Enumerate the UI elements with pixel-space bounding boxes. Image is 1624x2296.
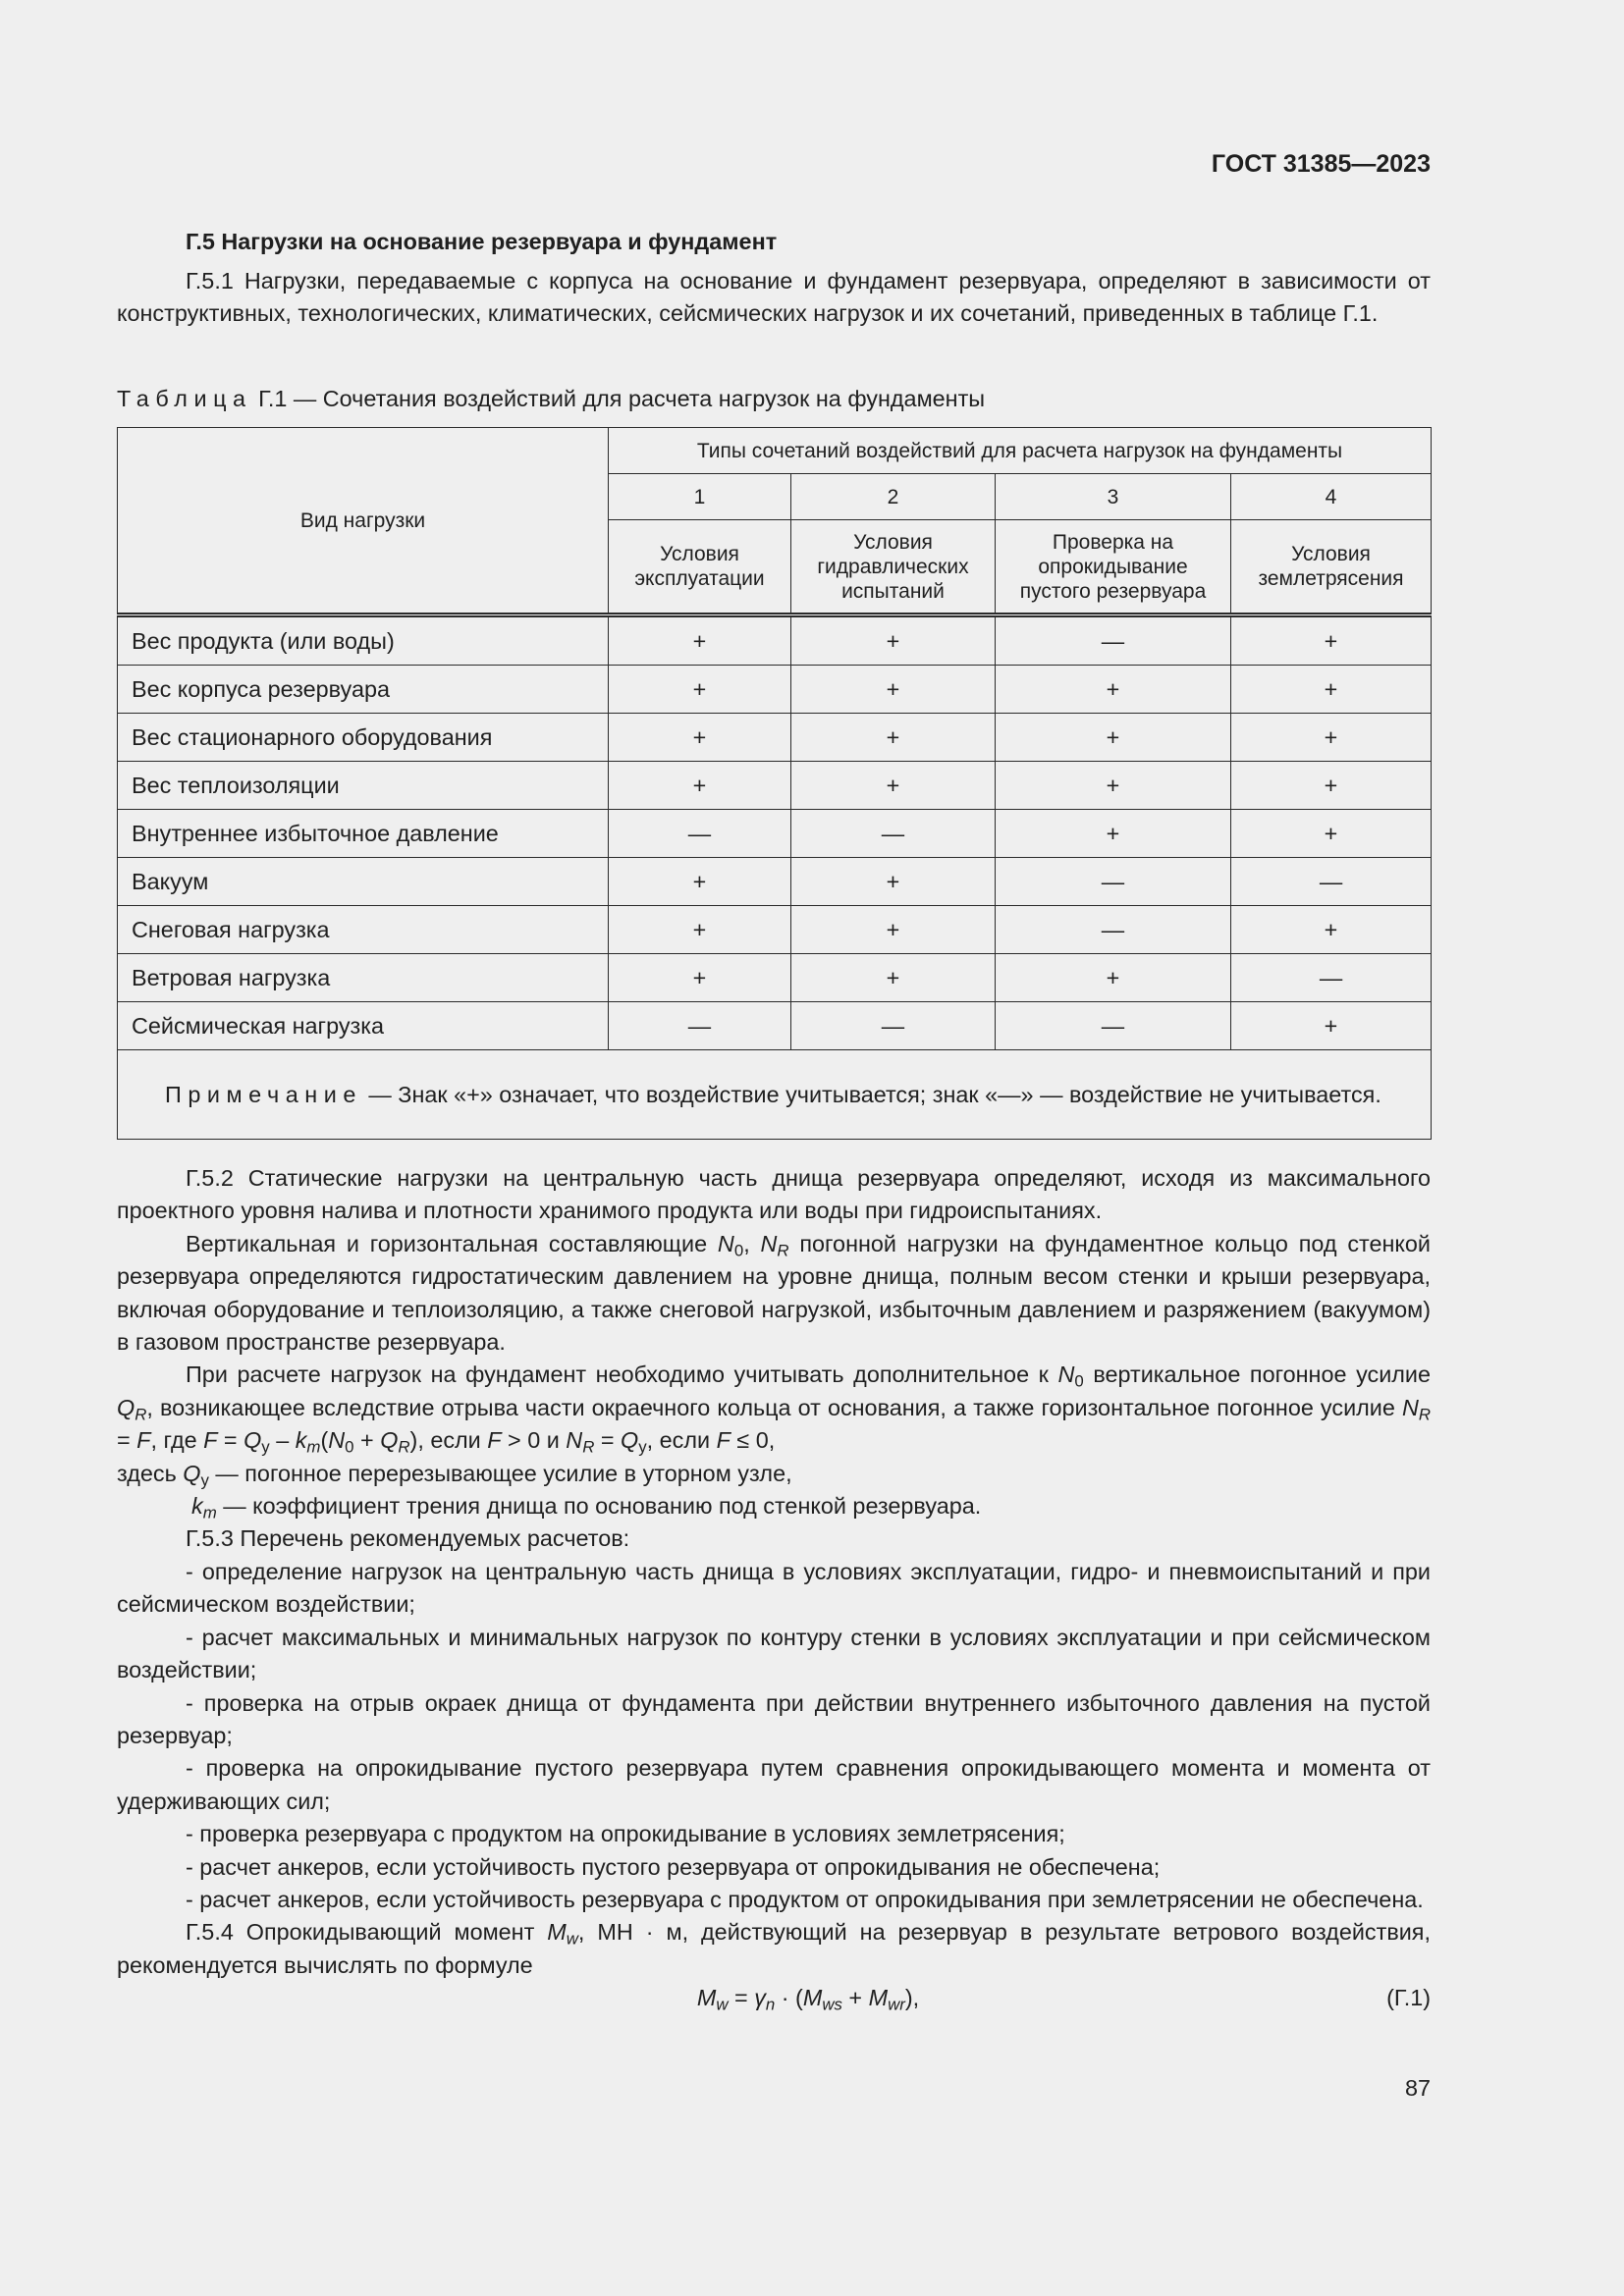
- mark-cell: +: [791, 858, 996, 906]
- text-run: =: [217, 1427, 244, 1454]
- header-type-name: Условия гидравлических испытаний: [791, 520, 996, 615]
- text-run: — коэффициент трения днища по основанию под стенкой резервуара.: [216, 1493, 982, 1520]
- text-run: погонной нагрузки на фундаментное кольцо под стенкой резервуара определяются гидростатическим давлением на уровне днища, полным весом стенки и крыши резервуара, включая оборудование и теплоизоляцию, а также снеговой нагрузкой, избыточным давлением и разряжением (вакуумом) в газовом пространстве резервуара.: [117, 1230, 1431, 1356]
- text-run: Таблица: [117, 386, 252, 411]
- text-run: Q: [380, 1427, 399, 1454]
- mark-cell: +: [996, 762, 1231, 810]
- header-type-name: Условия эксплуатации: [609, 520, 791, 615]
- text-run: При расчете нагрузок на фундамент необходимо учитывать дополнительное к: [186, 1362, 1058, 1388]
- text-run: =: [594, 1427, 622, 1454]
- table-row: [118, 1002, 1432, 1050]
- text-run: Q: [621, 1427, 639, 1454]
- header-type-number: 1: [609, 474, 791, 520]
- text-run: , если: [646, 1427, 717, 1454]
- table-note-row: [118, 1050, 1432, 1140]
- mark-cell: —: [609, 1002, 791, 1050]
- text-run: (: [320, 1427, 329, 1454]
- table-note: [118, 1050, 1432, 1140]
- row-label: Внутреннее избыточное давление: [118, 810, 609, 858]
- list-item: - расчет максимальных и минимальных нагрузок по контуру стенки в условиях эксплуатации и при сейсмическом воздействии;: [117, 1624, 1431, 1683]
- mark-cell: +: [996, 666, 1231, 714]
- text-run: ),: [904, 1985, 920, 2011]
- table-header-row: [118, 428, 1432, 474]
- list-item: - определение нагрузок на центральную часть днища в условиях эксплуатации, гидро- и пневмоиспытаний и при сейсмическом воздействии;: [117, 1558, 1431, 1618]
- text-run: y: [638, 1437, 647, 1457]
- table-row: [118, 906, 1432, 954]
- mark-cell: +: [791, 762, 996, 810]
- mark-cell: +: [996, 810, 1231, 858]
- text-run: M: [547, 1919, 567, 1946]
- text-run: ), если: [409, 1427, 488, 1454]
- mark-cell: +: [609, 906, 791, 954]
- list-item: - расчет анкеров, если устойчивость резервуара с продуктом от опрокидывания при землетрясении не обеспечена.: [186, 1886, 1424, 1912]
- section-title: [117, 226, 1431, 258]
- row-label: Вес продукта (или воды): [118, 615, 609, 666]
- mark-cell: —: [996, 1002, 1231, 1050]
- mark-cell: +: [609, 666, 791, 714]
- paragraph-g51-block: [117, 265, 1431, 331]
- mark-cell: —: [1231, 858, 1432, 906]
- text-run: здесь: [117, 1460, 184, 1486]
- text-run: Г.5.1 Нагрузки, передаваемые с корпуса на основание и фундамент резервуара, определяют в зависимости от конструктивных, технологических, климатических, сейсмических нагрузок и их сочетаний, приведенных в таблице Г.1.: [117, 268, 1431, 327]
- text-run: ,: [743, 1230, 761, 1256]
- list-item: - проверка на опрокидывание пустого резервуара путем сравнения опрокидывающего момента и момента от удерживающих сил;: [117, 1755, 1431, 1814]
- paragraph-vertical-loads: [117, 1228, 1431, 1360]
- section-title-text: Г.5 Нагрузки на основание резервуара и фундамент: [186, 229, 778, 254]
- text-run: m: [306, 1437, 321, 1457]
- mark-cell: +: [609, 762, 791, 810]
- text-run: ≤ 0,: [730, 1427, 776, 1454]
- mark-cell: +: [996, 954, 1231, 1002]
- header-load-type: Вид нагрузки: [118, 428, 609, 615]
- text-run: M: [696, 1985, 717, 2011]
- text-run: =: [728, 1985, 755, 2011]
- text-run: > 0 и: [501, 1427, 567, 1454]
- text-run: N: [1401, 1394, 1419, 1420]
- mark-cell: +: [791, 666, 996, 714]
- paragraph-calculation: [117, 1359, 1431, 1457]
- recommended-calculations-list: [117, 1556, 1431, 1916]
- row-label: Вес стационарного оборудования: [118, 714, 609, 762]
- text-run: , где: [150, 1427, 204, 1454]
- standard-header: ГОСТ 31385—2023: [1211, 150, 1431, 178]
- header-type-name: Проверка на опрокидывание пустого резервуара: [996, 520, 1231, 615]
- formula-number: (Г.1): [1386, 1985, 1431, 2011]
- paragraph-g52: [117, 1162, 1431, 1228]
- text-run: Примечание: [165, 1081, 362, 1107]
- text-run: N: [328, 1427, 346, 1454]
- text-run: 0: [1074, 1372, 1084, 1392]
- table-row: [118, 810, 1432, 858]
- header-type-number: 3: [996, 474, 1231, 520]
- paragraph-definition-km: [117, 1490, 1431, 1522]
- mark-cell: —: [996, 615, 1231, 666]
- text-run: y: [200, 1470, 209, 1490]
- text-run: R: [777, 1241, 789, 1260]
- text-run: — Знак «+» означает, что воздействие учитывается; знак «—» — воздействие не учитывается.: [361, 1081, 1381, 1107]
- mark-cell: —: [609, 810, 791, 858]
- row-label: Ветровая нагрузка: [118, 954, 609, 1002]
- mark-cell: +: [1231, 810, 1432, 858]
- paragraph-g51: [117, 265, 1431, 331]
- text-run: Г.5.2 Статические нагрузки на центральную часть днища резервуара определяют, исходя из максимального проектного уровня налива и плотности хранимого продукта или воды при гидроиспытаниях.: [117, 1165, 1431, 1224]
- list-item: - проверка на отрыв окраек днища от фундамента при действии внутреннего избыточного давления на пустой резервуар;: [117, 1689, 1431, 1748]
- list-item: - проверка резервуара с продуктом на опрокидывание в условиях землетрясения;: [186, 1821, 1065, 1847]
- mark-cell: +: [1231, 714, 1432, 762]
- text-run: N: [1057, 1362, 1075, 1388]
- mark-cell: +: [1231, 615, 1432, 666]
- header-combination-types: Типы сочетаний воздействий для расчета нагрузок на фундаменты: [609, 428, 1432, 474]
- formula-expression: [696, 1985, 920, 2014]
- text-run: Г.5.3 Перечень рекомендуемых расчетов:: [186, 1525, 630, 1552]
- table-row: [118, 666, 1432, 714]
- row-label: Вакуум: [118, 858, 609, 906]
- text-run: — погонное перерезывающее усилие в уторном узле,: [208, 1460, 792, 1486]
- text-run: k: [295, 1427, 307, 1454]
- mark-cell: —: [1231, 954, 1432, 1002]
- text-run: w: [566, 1930, 578, 1949]
- table-body: [118, 615, 1432, 1050]
- mark-cell: +: [1231, 762, 1432, 810]
- text-run: =: [117, 1427, 137, 1454]
- text-run: R: [398, 1437, 410, 1457]
- text-run: γ: [754, 1985, 766, 2011]
- table-row: [118, 858, 1432, 906]
- text-run: Q: [117, 1394, 135, 1420]
- mark-cell: +: [1231, 1002, 1432, 1050]
- formula-line: [117, 1982, 1431, 2014]
- paragraph-g54: [117, 1916, 1431, 1982]
- text-run: wr: [888, 1995, 905, 2014]
- row-label: Снеговая нагрузка: [118, 906, 609, 954]
- text-run: R: [1418, 1405, 1431, 1424]
- text-run: –: [269, 1427, 296, 1454]
- text-run: ws: [822, 1995, 842, 2014]
- text-run: Г.5.4 Опрокидывающий момент: [186, 1919, 548, 1946]
- text-run: N: [717, 1230, 734, 1256]
- text-run: n: [765, 1995, 776, 2014]
- table-row: [118, 762, 1432, 810]
- mark-cell: +: [791, 714, 996, 762]
- row-label: Сейсмическая нагрузка: [118, 1002, 609, 1050]
- mark-cell: +: [791, 906, 996, 954]
- row-label: Вес теплоизоляции: [118, 762, 609, 810]
- mark-cell: —: [996, 906, 1231, 954]
- row-label: Вес корпуса резервуара: [118, 666, 609, 714]
- text-run: F: [203, 1427, 218, 1454]
- body-text-flow: [117, 1162, 1431, 2015]
- table-row: [118, 714, 1432, 762]
- text-run: N: [566, 1427, 583, 1454]
- list-item: - расчет анкеров, если устойчивость пустого резервуара от опрокидывания не обеспечена;: [186, 1853, 1161, 1880]
- header-type-number: 2: [791, 474, 996, 520]
- text-run: R: [582, 1437, 595, 1457]
- mark-cell: +: [791, 954, 996, 1002]
- paragraph-definition-qy: [117, 1458, 1431, 1490]
- header-type-number: 4: [1231, 474, 1432, 520]
- table-row: [118, 615, 1432, 666]
- load-combinations-table: [117, 427, 1432, 1140]
- text-run: +: [841, 1985, 869, 2011]
- mark-cell: +: [609, 954, 791, 1002]
- text-run: w: [716, 1995, 729, 2014]
- text-run: Вертикальная и горизонтальная составляющие: [186, 1230, 718, 1256]
- header-type-name: Условия землетрясения: [1231, 520, 1432, 615]
- text-run: F: [716, 1427, 731, 1454]
- text-run: , МН · м, действующий на резервуар в результате ветрового воздействия, рекомендуется вычислять по формуле: [117, 1919, 1431, 1978]
- table-caption-block: [117, 383, 1431, 415]
- text-run: вертикальное погонное усилие: [1083, 1362, 1431, 1388]
- text-run: R: [135, 1405, 147, 1424]
- table-caption: [117, 383, 1431, 415]
- mark-cell: +: [1231, 906, 1432, 954]
- text-run: Q: [183, 1460, 201, 1486]
- text-run: Г.1 — Сочетания воздействий для расчета нагрузок на фундаменты: [251, 386, 986, 411]
- text-run: Q: [244, 1427, 262, 1454]
- mark-cell: +: [1231, 666, 1432, 714]
- text-run: +: [353, 1427, 381, 1454]
- mark-cell: +: [996, 714, 1231, 762]
- mark-cell: —: [996, 858, 1231, 906]
- text-run: 0: [733, 1241, 744, 1260]
- text-run: y: [261, 1437, 270, 1457]
- paragraph-g53: [117, 1522, 1431, 1555]
- text-run: , возникающее вследствие отрыва части окраечного кольца от основания, а также горизонтальное погонное усилие: [146, 1394, 1402, 1420]
- mark-cell: +: [609, 714, 791, 762]
- mark-cell: —: [791, 1002, 996, 1050]
- text-run: M: [868, 1985, 889, 2011]
- mark-cell: +: [791, 615, 996, 666]
- text-run: N: [760, 1230, 778, 1256]
- table-row: [118, 954, 1432, 1002]
- mark-cell: —: [791, 810, 996, 858]
- text-run: M: [802, 1985, 823, 2011]
- text-run: 0: [345, 1437, 354, 1457]
- page-number: 87: [1404, 2075, 1431, 2101]
- text-run: · (: [775, 1985, 803, 2011]
- mark-cell: +: [609, 858, 791, 906]
- text-run: F: [136, 1427, 151, 1454]
- text-run: m: [202, 1503, 217, 1522]
- text-run: F: [487, 1427, 502, 1454]
- text-run: k: [191, 1493, 203, 1520]
- mark-cell: +: [609, 615, 791, 666]
